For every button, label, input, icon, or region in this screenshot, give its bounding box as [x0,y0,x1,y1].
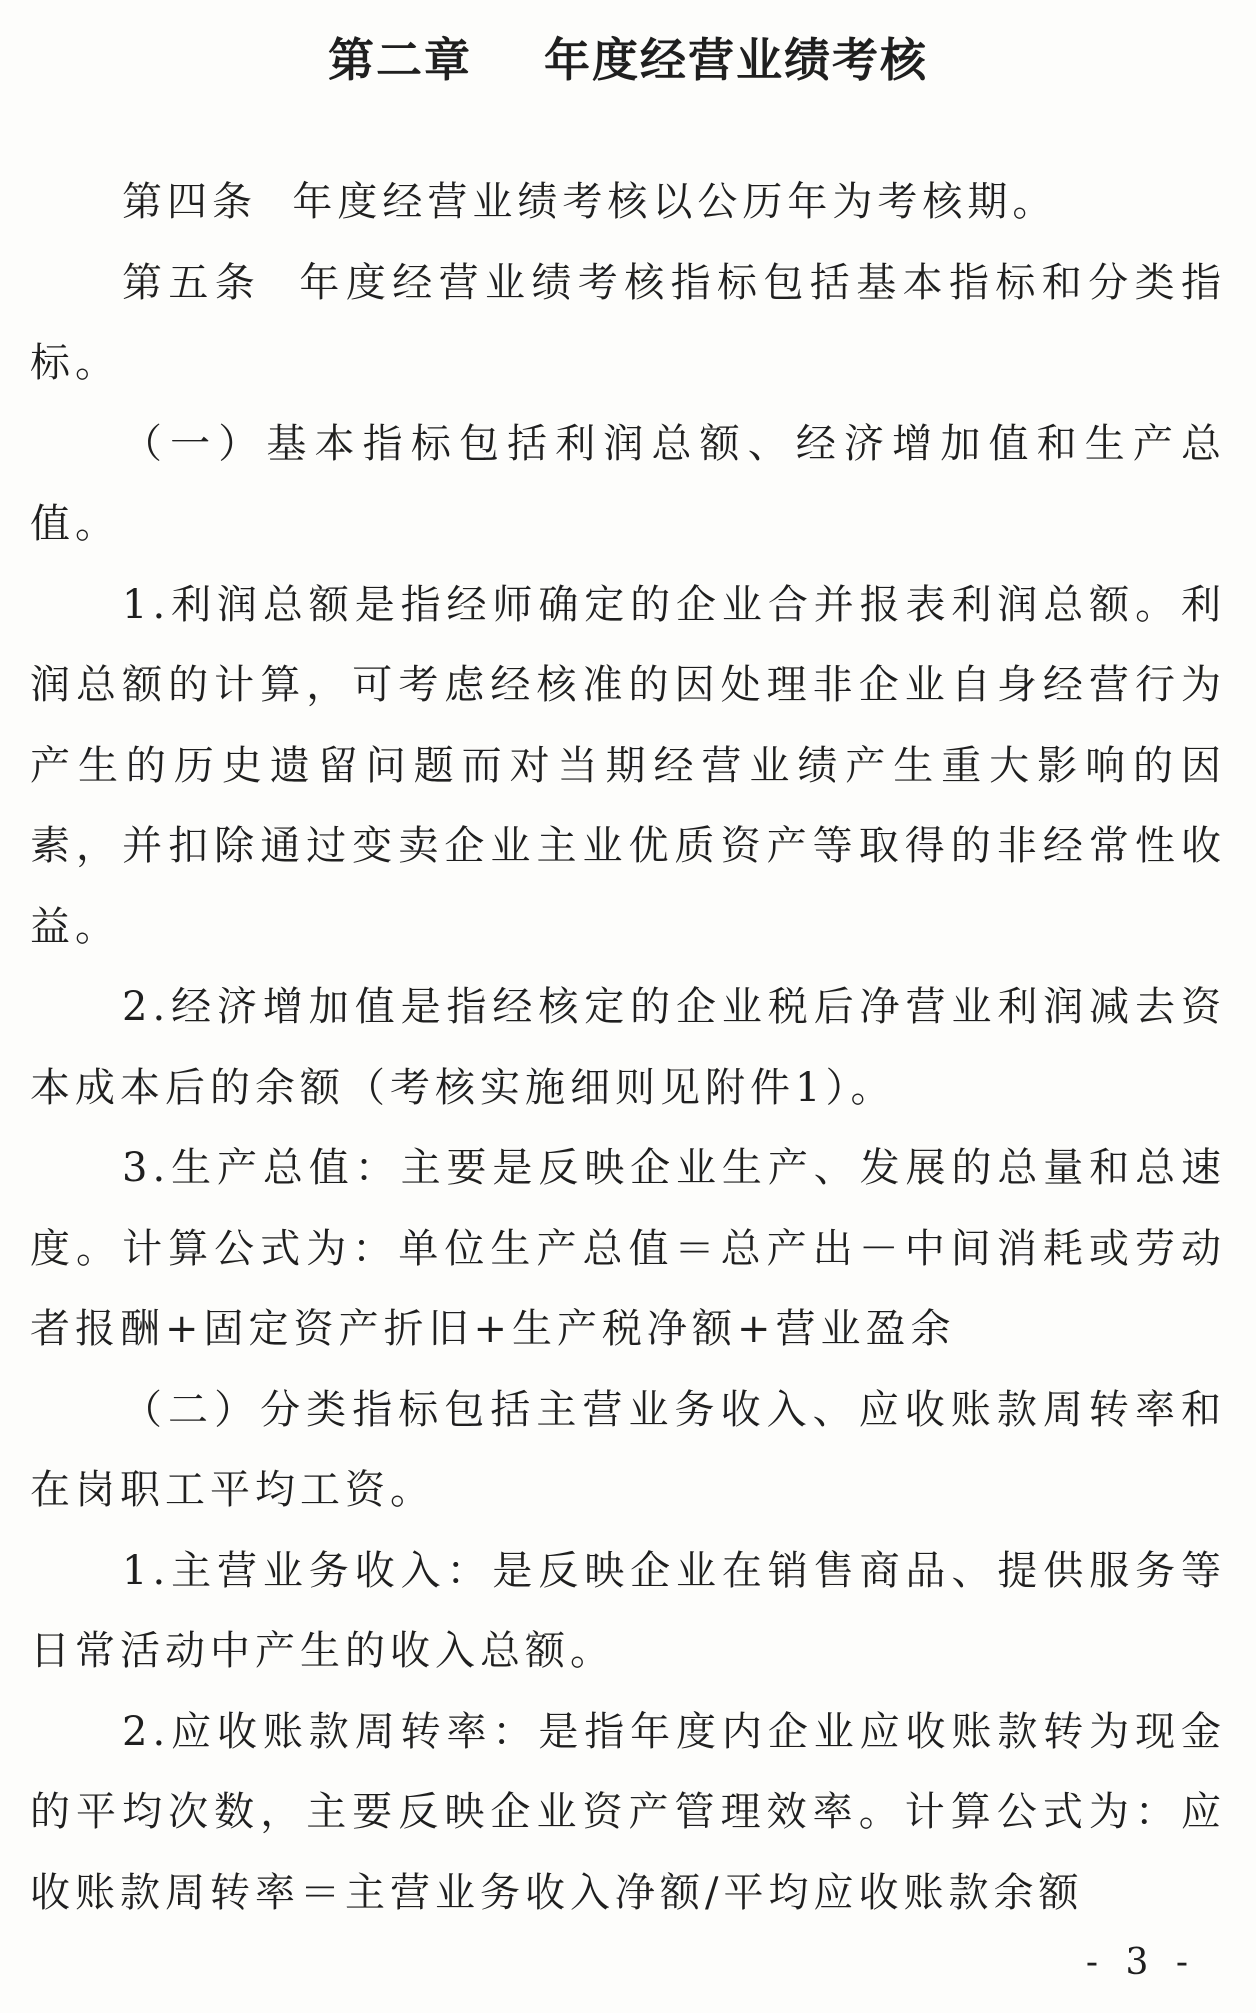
document-body [30,28,1226,1933]
chapter-title: 第二章 年度经营业绩考核 [327,33,929,87]
item-economic-value-added: 2.经济增加值是指经核定的企业税后净营业利润减去资本成本后的余额（考核实施细则见附件1）。 [30,984,1226,1111]
item-total-profit: 1.利润总额是指经师确定的企业合并报表利润总额。利润总额的计算，可考虑经核准的因处理非企业自身经营行为产生的历史遗留问题而对当期经营业绩产生重大影响的因素，并扣除通过变卖企业主业优质资产等取得的非经常性收益。 [30,581,1226,950]
section-basic-indicators: （一）基本指标包括利润总额、经济增加值和生产总值。 [30,420,1226,547]
item-receivables-turnover: 2.应收账款周转率：是指年度内企业应收账款转为现金的平均次数，主要反映企业资产管理效率。计算公式为：应收账款周转率＝主营业务收入净额/平均应收账款余额 [30,1708,1226,1916]
section-category-indicators: （二）分类指标包括主营业务收入、应收账款周转率和在岗职工平均工资。 [30,1386,1226,1513]
article-4: 第四条 年度经营业绩考核以公历年为考核期。 [122,179,1058,225]
item-gross-output: 3.生产总值：主要是反映企业生产、发展的总量和总速度。计算公式为：单位生产总值＝总产出－中间消耗或劳动者报酬+固定资产折旧+生产税净额+营业盈余 [30,1145,1226,1352]
item-main-business-revenue: 1.主营业务收入：是反映企业在销售商品、提供服务等日常活动中产生的收入总额。 [30,1547,1226,1674]
page-number: - 3 - [1085,1942,1196,1983]
article-5: 第五条 年度经营业绩考核指标包括基本指标和分类指标。 [30,259,1226,386]
